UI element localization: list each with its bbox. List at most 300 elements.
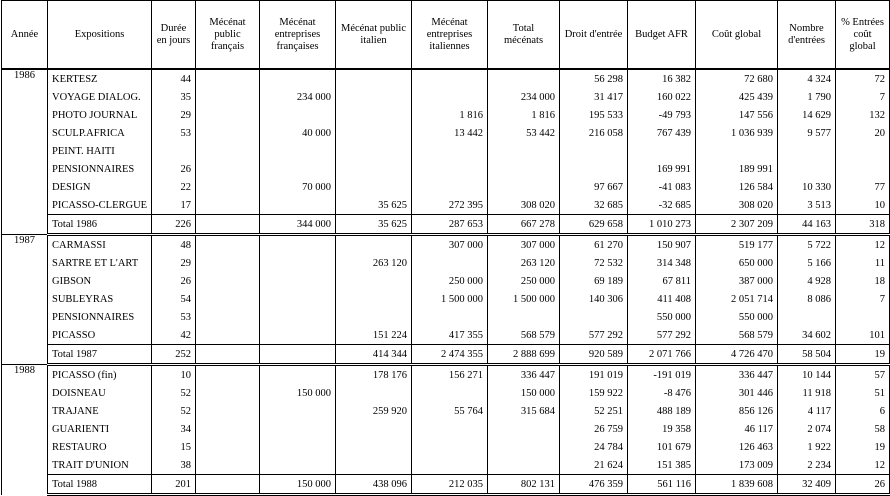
value-cell: [488, 160, 560, 178]
table-row: [2, 196, 890, 215]
value-cell: [488, 178, 560, 196]
value-cell: 307 000: [488, 235, 560, 255]
value-cell: [412, 384, 488, 402]
exposition-name-cell: KERTESZ: [48, 69, 152, 88]
total-value-cell: 252: [152, 345, 196, 365]
value-cell: 52 251: [560, 402, 628, 420]
value-cell: [196, 196, 260, 215]
value-cell: [412, 88, 488, 106]
value-cell: 70 000: [260, 178, 336, 196]
value-cell: 10: [152, 365, 196, 385]
value-cell: [778, 308, 836, 326]
exposition-name-cell: TRAIT D'UNION: [48, 456, 152, 475]
value-cell: [196, 402, 260, 420]
value-cell: 57: [836, 365, 890, 385]
value-cell: 1 500 000: [488, 290, 560, 308]
value-cell: [260, 308, 336, 326]
col-header-duree: Durée en jours: [152, 1, 196, 70]
value-cell: 411 408: [628, 290, 696, 308]
value-cell: [336, 106, 412, 124]
total-value-cell: 287 653: [412, 215, 488, 235]
value-cell: 336 447: [696, 365, 778, 385]
value-cell: [696, 142, 778, 160]
value-cell: [412, 420, 488, 438]
value-cell: [152, 142, 196, 160]
value-cell: 150 907: [628, 235, 696, 255]
total-value-cell: [260, 345, 336, 365]
value-cell: [488, 438, 560, 456]
total-value-cell: [196, 345, 260, 365]
value-cell: 550 000: [628, 308, 696, 326]
total-value-cell: 201: [152, 475, 196, 495]
col-header-mecenat-entreprises-francaises: Mécénat entreprises françaises: [260, 1, 336, 70]
value-cell: 6: [836, 402, 890, 420]
table-row: [2, 438, 890, 456]
value-cell: [196, 272, 260, 290]
value-cell: [196, 106, 260, 124]
value-cell: 488 189: [628, 402, 696, 420]
col-header-total-mecenats: Total mécénats: [488, 1, 560, 70]
exposition-name-cell: VOYAGE DIALOG.: [48, 88, 152, 106]
value-cell: 519 177: [696, 235, 778, 255]
value-cell: 29: [152, 254, 196, 272]
value-cell: 387 000: [696, 272, 778, 290]
exposition-name-cell: TRAJANE: [48, 402, 152, 420]
total-label-cell: Total 1988: [48, 475, 152, 495]
value-cell: 336 447: [488, 365, 560, 385]
value-cell: [260, 106, 336, 124]
value-cell: [196, 142, 260, 160]
value-cell: 169 991: [628, 160, 696, 178]
value-cell: [336, 88, 412, 106]
value-cell: [196, 438, 260, 456]
value-cell: 301 446: [696, 384, 778, 402]
total-value-cell: 212 035: [412, 475, 488, 495]
total-value-cell: 44 163: [778, 215, 836, 235]
total-value-cell: 438 096: [336, 475, 412, 495]
value-cell: 97 667: [560, 178, 628, 196]
total-row: [2, 215, 890, 235]
value-cell: 767 439: [628, 124, 696, 142]
value-cell: [196, 254, 260, 272]
value-cell: [196, 160, 260, 178]
total-value-cell: 2 474 355: [412, 345, 488, 365]
table-row: [2, 308, 890, 326]
value-cell: 56 298: [560, 69, 628, 88]
value-cell: [412, 254, 488, 272]
col-header-annee: Année: [2, 1, 48, 70]
total-value-cell: 58 504: [778, 345, 836, 365]
value-cell: 234 000: [260, 88, 336, 106]
value-cell: 58: [836, 420, 890, 438]
exposition-name-cell: GIBSON: [48, 272, 152, 290]
total-value-cell: 2 071 766: [628, 345, 696, 365]
value-cell: 1 036 939: [696, 124, 778, 142]
value-cell: 11: [836, 254, 890, 272]
value-cell: 26: [152, 272, 196, 290]
value-cell: 568 579: [696, 326, 778, 345]
value-cell: [488, 456, 560, 475]
value-cell: 77: [836, 178, 890, 196]
value-cell: 250 000: [488, 272, 560, 290]
value-cell: [260, 326, 336, 345]
col-header-cout-global: Coût global: [696, 1, 778, 70]
value-cell: 191 019: [560, 365, 628, 385]
value-cell: 16 382: [628, 69, 696, 88]
value-cell: 1 790: [778, 88, 836, 106]
total-value-cell: 920 589: [560, 345, 628, 365]
value-cell: 34: [152, 420, 196, 438]
year-cell: 1986: [2, 69, 48, 235]
value-cell: [260, 142, 336, 160]
total-value-cell: 476 359: [560, 475, 628, 495]
value-cell: 55 764: [412, 402, 488, 420]
value-cell: 856 126: [696, 402, 778, 420]
value-cell: 178 176: [336, 365, 412, 385]
value-cell: 52: [152, 384, 196, 402]
value-cell: [196, 326, 260, 345]
value-cell: [196, 456, 260, 475]
value-cell: [336, 272, 412, 290]
value-cell: 69 189: [560, 272, 628, 290]
total-value-cell: 4 726 470: [696, 345, 778, 365]
total-row: [2, 475, 890, 495]
total-value-cell: 150 000: [260, 475, 336, 495]
value-cell: [196, 420, 260, 438]
exposition-name-cell: GUARIENTI: [48, 420, 152, 438]
total-value-cell: 2 888 699: [488, 345, 560, 365]
total-value-cell: 344 000: [260, 215, 336, 235]
total-value-cell: 667 278: [488, 215, 560, 235]
total-value-cell: 414 344: [336, 345, 412, 365]
total-value-cell: 2 307 209: [696, 215, 778, 235]
exposition-name-cell: PENSIONNAIRES: [48, 160, 152, 178]
total-value-cell: 35 625: [336, 215, 412, 235]
value-cell: 40 000: [260, 124, 336, 142]
value-cell: [336, 290, 412, 308]
value-cell: [488, 142, 560, 160]
exposition-name-cell: SARTRE ET L'ART: [48, 254, 152, 272]
value-cell: 272 395: [412, 196, 488, 215]
value-cell: [336, 384, 412, 402]
value-cell: [412, 160, 488, 178]
value-cell: 7: [836, 290, 890, 308]
value-cell: 9 577: [778, 124, 836, 142]
year-cell: 1988: [2, 365, 48, 495]
value-cell: [412, 69, 488, 88]
value-cell: [196, 308, 260, 326]
value-cell: 550 000: [696, 308, 778, 326]
value-cell: 308 020: [488, 196, 560, 215]
value-cell: 132: [836, 106, 890, 124]
table-row: [2, 456, 890, 475]
value-cell: 53 442: [488, 124, 560, 142]
value-cell: [488, 308, 560, 326]
exposition-name-cell: PEINT. HAITI: [48, 142, 152, 160]
value-cell: 4 117: [778, 402, 836, 420]
value-cell: [836, 308, 890, 326]
value-cell: 250 000: [412, 272, 488, 290]
table-row: [2, 88, 890, 106]
value-cell: 26: [152, 160, 196, 178]
value-cell: 4 324: [778, 69, 836, 88]
value-cell: [778, 142, 836, 160]
value-cell: [412, 142, 488, 160]
col-header-mecenat-public-italien: Mécénat public italien: [336, 1, 412, 70]
value-cell: [336, 456, 412, 475]
value-cell: 18: [836, 272, 890, 290]
year-cell: 1987: [2, 235, 48, 365]
value-cell: 234 000: [488, 88, 560, 106]
value-cell: 13 442: [412, 124, 488, 142]
value-cell: 159 922: [560, 384, 628, 402]
value-cell: 53: [152, 124, 196, 142]
value-cell: [560, 160, 628, 178]
value-cell: 54: [152, 290, 196, 308]
value-cell: [336, 420, 412, 438]
value-cell: 259 920: [336, 402, 412, 420]
value-cell: 1 500 000: [412, 290, 488, 308]
value-cell: [488, 69, 560, 88]
value-cell: 10: [836, 196, 890, 215]
value-cell: 195 533: [560, 106, 628, 124]
value-cell: 2 051 714: [696, 290, 778, 308]
value-cell: 650 000: [696, 254, 778, 272]
total-value-cell: 1 839 608: [696, 475, 778, 495]
table-row: [2, 69, 890, 88]
value-cell: 24 784: [560, 438, 628, 456]
expositions-table: [1, 0, 890, 496]
value-cell: 29: [152, 106, 196, 124]
value-cell: 1 816: [488, 106, 560, 124]
value-cell: [260, 272, 336, 290]
total-value-cell: 19: [836, 345, 890, 365]
value-cell: 42: [152, 326, 196, 345]
value-cell: 160 022: [628, 88, 696, 106]
table-row: [2, 384, 890, 402]
value-cell: 425 439: [696, 88, 778, 106]
exposition-name-cell: SCULP.AFRICA: [48, 124, 152, 142]
total-label-cell: Total 1986: [48, 215, 152, 235]
value-cell: 417 355: [412, 326, 488, 345]
value-cell: 20: [836, 124, 890, 142]
value-cell: 21 624: [560, 456, 628, 475]
col-header-mecenat-entreprises-italiennes: Mécénat entreprises italiennes: [412, 1, 488, 70]
value-cell: [412, 308, 488, 326]
table-row: [2, 290, 890, 308]
table-row: [2, 178, 890, 196]
value-cell: [336, 235, 412, 255]
value-cell: 72: [836, 69, 890, 88]
value-cell: 14 629: [778, 106, 836, 124]
value-cell: 22: [152, 178, 196, 196]
value-cell: 151 224: [336, 326, 412, 345]
value-cell: [260, 69, 336, 88]
value-cell: 34 602: [778, 326, 836, 345]
value-cell: 26 759: [560, 420, 628, 438]
value-cell: 35: [152, 88, 196, 106]
value-cell: 1 922: [778, 438, 836, 456]
value-cell: -32 685: [628, 196, 696, 215]
exposition-name-cell: CARMASSI: [48, 235, 152, 255]
value-cell: [260, 290, 336, 308]
header-row: [2, 1, 890, 70]
value-cell: [260, 365, 336, 385]
total-value-cell: 1 010 273: [628, 215, 696, 235]
value-cell: 101 679: [628, 438, 696, 456]
value-cell: 17: [152, 196, 196, 215]
value-cell: 53: [152, 308, 196, 326]
value-cell: [336, 178, 412, 196]
total-row: [2, 345, 890, 365]
value-cell: 1 816: [412, 106, 488, 124]
exposition-name-cell: DOISNEAU: [48, 384, 152, 402]
value-cell: 52: [152, 402, 196, 420]
value-cell: [836, 160, 890, 178]
value-cell: 189 991: [696, 160, 778, 178]
value-cell: 126 584: [696, 178, 778, 196]
value-cell: 2 234: [778, 456, 836, 475]
value-cell: -41 083: [628, 178, 696, 196]
table-row: [2, 365, 890, 385]
exposition-name-cell: PICASSO: [48, 326, 152, 345]
table-row: [2, 235, 890, 255]
value-cell: [336, 438, 412, 456]
total-value-cell: [196, 215, 260, 235]
value-cell: [260, 402, 336, 420]
value-cell: [336, 160, 412, 178]
exposition-name-cell: PICASSO-CLERGUE: [48, 196, 152, 215]
value-cell: [196, 365, 260, 385]
value-cell: 5 722: [778, 235, 836, 255]
total-value-cell: [196, 475, 260, 495]
value-cell: -49 793: [628, 106, 696, 124]
value-cell: 10 144: [778, 365, 836, 385]
value-cell: [836, 142, 890, 160]
value-cell: -191 019: [628, 365, 696, 385]
table-row: [2, 160, 890, 178]
exposition-name-cell: DESIGN: [48, 178, 152, 196]
exposition-name-cell: RESTAURO: [48, 438, 152, 456]
value-cell: [412, 438, 488, 456]
value-cell: [560, 308, 628, 326]
table-row: [2, 272, 890, 290]
value-cell: 568 579: [488, 326, 560, 345]
total-value-cell: 32 409: [778, 475, 836, 495]
value-cell: [196, 69, 260, 88]
value-cell: [260, 254, 336, 272]
value-cell: 44: [152, 69, 196, 88]
total-value-cell: 318: [836, 215, 890, 235]
value-cell: 46 117: [696, 420, 778, 438]
value-cell: [196, 290, 260, 308]
col-header-budget-afr: Budget AFR: [628, 1, 696, 70]
table-body: [2, 69, 890, 495]
value-cell: 19: [836, 438, 890, 456]
value-cell: [628, 142, 696, 160]
table-row: [2, 142, 890, 160]
value-cell: 12: [836, 456, 890, 475]
value-cell: [260, 456, 336, 475]
total-value-cell: 561 116: [628, 475, 696, 495]
total-value-cell: 26: [836, 475, 890, 495]
col-header-nombre-entrees: Nombre d'entrées: [778, 1, 836, 70]
value-cell: 51: [836, 384, 890, 402]
value-cell: 101: [836, 326, 890, 345]
value-cell: 263 120: [488, 254, 560, 272]
value-cell: 307 000: [412, 235, 488, 255]
exposition-name-cell: PICASSO (fin): [48, 365, 152, 385]
value-cell: [412, 456, 488, 475]
value-cell: 577 292: [560, 326, 628, 345]
value-cell: 67 811: [628, 272, 696, 290]
value-cell: [336, 69, 412, 88]
value-cell: 15: [152, 438, 196, 456]
value-cell: 7: [836, 88, 890, 106]
value-cell: -8 476: [628, 384, 696, 402]
value-cell: 5 166: [778, 254, 836, 272]
value-cell: 173 009: [696, 456, 778, 475]
exposition-name-cell: PHOTO JOURNAL: [48, 106, 152, 124]
value-cell: 314 348: [628, 254, 696, 272]
value-cell: 150 000: [260, 384, 336, 402]
exposition-name-cell: PENSIONNAIRES: [48, 308, 152, 326]
value-cell: 8 086: [778, 290, 836, 308]
value-cell: [336, 124, 412, 142]
value-cell: 31 417: [560, 88, 628, 106]
col-header-droit-entree: Droit d'entrée: [560, 1, 628, 70]
value-cell: 263 120: [336, 254, 412, 272]
value-cell: 12: [836, 235, 890, 255]
table-row: [2, 124, 890, 142]
value-cell: 32 685: [560, 196, 628, 215]
value-cell: 48: [152, 235, 196, 255]
value-cell: 147 556: [696, 106, 778, 124]
value-cell: [336, 308, 412, 326]
value-cell: [196, 178, 260, 196]
table-row: [2, 326, 890, 345]
value-cell: [260, 438, 336, 456]
table-row: [2, 420, 890, 438]
value-cell: [488, 420, 560, 438]
value-cell: 308 020: [696, 196, 778, 215]
value-cell: [778, 160, 836, 178]
value-cell: [260, 160, 336, 178]
value-cell: 3 513: [778, 196, 836, 215]
value-cell: 126 463: [696, 438, 778, 456]
value-cell: 10 330: [778, 178, 836, 196]
value-cell: 156 271: [412, 365, 488, 385]
value-cell: 72 680: [696, 69, 778, 88]
value-cell: 150 000: [488, 384, 560, 402]
value-cell: [196, 235, 260, 255]
col-header-expositions: Expositions: [48, 1, 152, 70]
col-header-pct-entrees: % Entrées coût global: [836, 1, 890, 70]
value-cell: 2 074: [778, 420, 836, 438]
value-cell: [260, 196, 336, 215]
value-cell: [260, 420, 336, 438]
value-cell: 11 918: [778, 384, 836, 402]
value-cell: [196, 88, 260, 106]
value-cell: [560, 142, 628, 160]
value-cell: 38: [152, 456, 196, 475]
value-cell: 151 385: [628, 456, 696, 475]
value-cell: [260, 235, 336, 255]
total-label-cell: Total 1987: [48, 345, 152, 365]
value-cell: [336, 142, 412, 160]
value-cell: [196, 384, 260, 402]
value-cell: 19 358: [628, 420, 696, 438]
